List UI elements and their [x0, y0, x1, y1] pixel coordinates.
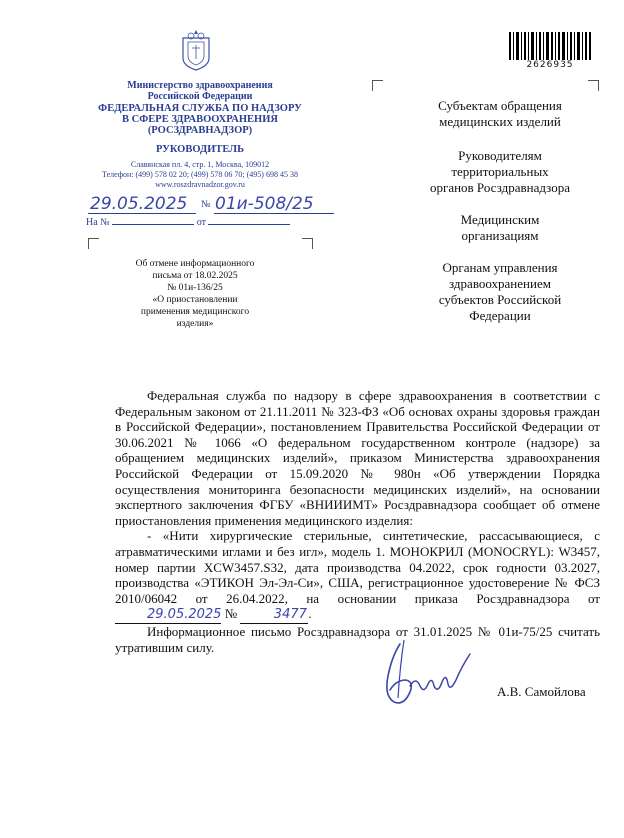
recipient-4: Органам управления здравоохранением субъектов Российской Федерации	[438, 260, 562, 323]
body-paragraph-3: Информационное письмо Росздравнадзора от 31.01.2025 № 01и-75/25 считать утратившим силу.	[115, 623, 600, 655]
ref-no-blank	[112, 224, 194, 225]
date-underline	[88, 213, 196, 214]
recipient-2: Руководителям территориальных органов Росздравнадзора	[429, 148, 571, 195]
agency-address: Славянская пл. 4, стр. 1, Москва, 109012 Телефон: (499) 578 02 20; (499) 578 06 70; (495) 698 45 38 www.roszdravnadzor.gov.ru	[102, 160, 298, 189]
number-underline	[214, 213, 334, 214]
order-number: 3477	[240, 607, 308, 624]
barcode-icon	[507, 32, 593, 60]
signatory-name: А.В. Самойлова	[497, 684, 586, 699]
body-paragraph-1: Федеральная служба по надзору в сфере здравоохранения в соответствии с Федеральным законом от 21.11.2011 № 323-ФЗ «Об основах охраны здоровья граждан в Российской Федерации», постановлением Правительства Российской Федерации от 30.06.2021 № 1066 «О федеральном государственном контроле (надзоре) за обращением медицинских изделий», приказом Министерства здравоохранения Российской Федерации от 15.09.2020 № 980н «Об утверждении Порядка осуществления мониторинга безопасности медицинских изделий», на основании экспертного заключения ФГБУ «ВНИИИМТ» Росздравнадзора сообщает об отмене приостановления применения медицинского изделия:	[115, 388, 600, 528]
registration-date: 29.05.2025	[90, 194, 188, 214]
subject-bracket-left	[88, 238, 99, 249]
body-paragraph-2	[115, 528, 600, 624]
registration-number: 01и-508/25	[215, 194, 314, 214]
reference-line	[86, 217, 326, 228]
ref-no-label: На №	[86, 217, 110, 228]
agency-name: ФЕДЕРАЛЬНАЯ СЛУЖБА ПО НАДЗОРУ В СФЕРЕ ЗДРАВООХРАНЕНИЯ (РОСЗДРАВНАДЗОР)	[98, 103, 302, 136]
letter-body	[115, 388, 600, 655]
letter-subject: Об отмене информационного письма от 18.02.2025 № 01и-136/25 «О приостановлении применения медицинского изделия»	[135, 259, 255, 329]
recipient-bracket-left	[372, 80, 383, 91]
ref-date-blank	[208, 224, 290, 225]
recipient-bracket-right	[588, 80, 599, 91]
ministry-name: Министерство здравоохранения Российской Федерации	[127, 80, 273, 102]
ref-from-label: от	[196, 217, 206, 228]
registration-no-label: №	[201, 199, 211, 210]
coat-of-arms-emblem-icon	[179, 28, 213, 72]
head-title: РУКОВОДИТЕЛЬ	[155, 144, 245, 155]
recipient-3: Медицинским организациям	[460, 212, 540, 243]
handwritten-signature	[370, 636, 480, 710]
device-description: - «Нити хирургические стерильные, синтетические, рассасывающиеся, с атравматическими иглами и без игл», модель 1. МОНОКРИЛ (MONOCRYL): W3457, номер партии XCW3457.S32, дата производства 04.2022, срок годности 03.2027, производства «ЭТИКОН Эл-Эл-Си», США, регистрационное удостоверение № ФСЗ 2010/06042 от 26.04.2022, на основании приказа Росздравнадзора от	[115, 528, 600, 606]
order-end: .	[308, 606, 312, 622]
recipient-1: Субъектам обращения медицинских изделий	[438, 98, 562, 129]
subject-bracket-right	[302, 238, 313, 249]
barcode-number: 2626935	[526, 60, 574, 70]
order-no-label: №	[224, 606, 238, 622]
order-date: 29.05.2025	[115, 607, 221, 624]
